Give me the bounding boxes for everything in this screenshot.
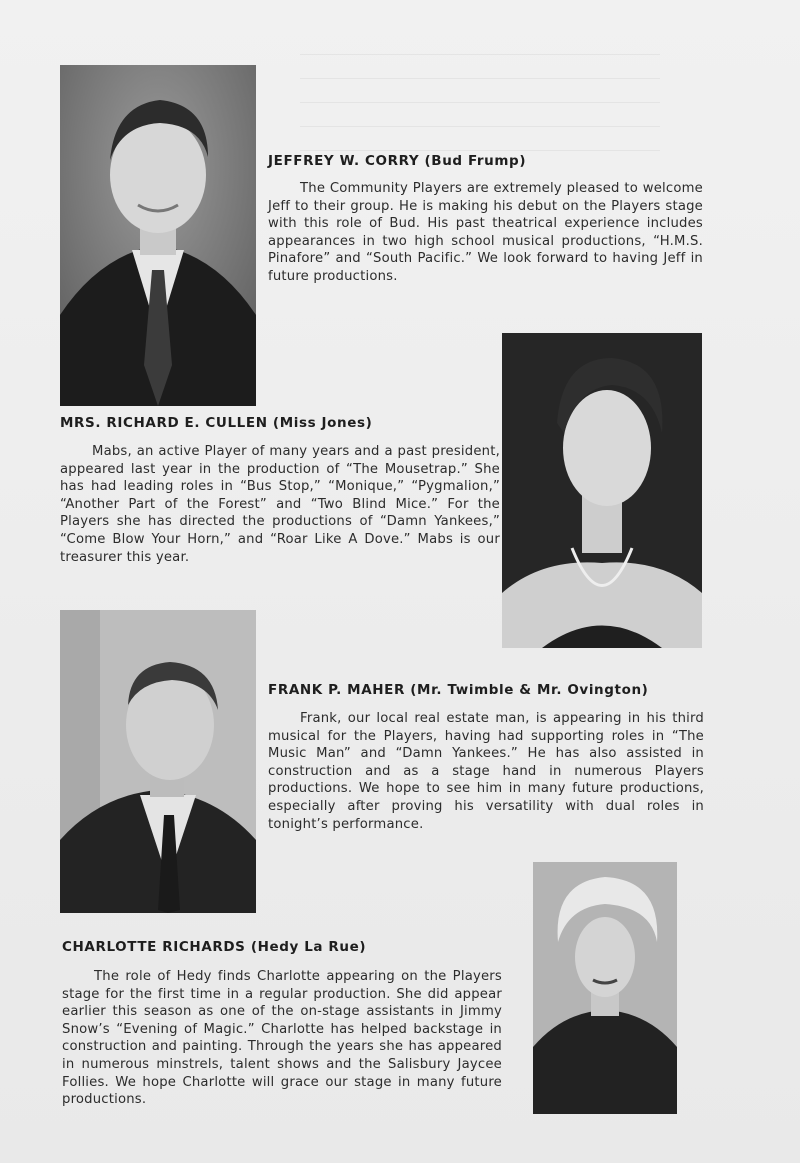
portrait-richard-cullen (502, 333, 702, 648)
bio-jeffrey-corry (268, 180, 703, 286)
cast-name-jeffrey-corry (268, 153, 526, 169)
bleed-through-text (300, 40, 660, 160)
cast-name-frank-maher (268, 682, 648, 698)
cast-role: (Mr. Twimble & Mr. Ovington) (410, 682, 649, 698)
bio-text: Mabs, an active Player of many years and a past president, appeared last year in the production of “The Mousetrap.” She has had leading roles in “Bus Stop,” “Monique,” “Pygmalion,” “Another Part of the Forest” and “Two Blind Mice.” For the Players she has directed the productions of “Damn Yankees,” “Come Blow Your Horn,” and “Roar Like A Dove.” Mabs is our treasurer this year. (60, 444, 500, 565)
cast-role: (Miss Jones) (272, 415, 373, 431)
bio-text: Frank, our local real estate man, is appearing in his third musical for the Players, having had supporting roles in “The Music Man” and “Damn Yankees.” He has also assisted in construction and as a stage hand in numerous Players productions. We hope to see him in many future productions, especially after proving his versatility with dual roles in tonight’s performance. (268, 711, 704, 832)
bio-text: The role of Hedy finds Charlotte appearing on the Players stage for the first time in a regular production. She did appear earlier this season as one of the on-stage assistants in Jimmy Snow’s “Evening of Magic.” Charlotte has helped backstage in construction and painting. Through the years she has appeared in numerous minstrels, talent shows and the Salisbury Jaycee Follies. We hope Charlotte will grace our stage in many future productions. (62, 969, 502, 1108)
cast-role: (Bud Frump) (424, 153, 527, 169)
portrait-frank-maher (60, 610, 256, 913)
cast-name: JEFFREY W. CORRY (268, 153, 420, 169)
portrait-charlotte-richards (533, 862, 677, 1114)
cast-role: (Hedy La Rue) (250, 939, 367, 955)
cast-name: FRANK P. MAHER (268, 682, 405, 698)
cast-name-richard-cullen (60, 415, 372, 431)
bio-richard-cullen (60, 443, 500, 566)
bio-frank-maher (268, 710, 704, 833)
cast-name: MRS. RICHARD E. CULLEN (60, 415, 268, 431)
cast-name: CHARLOTTE RICHARDS (62, 939, 246, 955)
bio-charlotte-richards (62, 968, 502, 1109)
bio-text: The Community Players are extremely pleased to welcome Jeff to their group. He is making his debut on the Players stage with this role of Bud. His past theatrical experience includes appearances in two high school musical productions, “H.M.S. Pinafore” and “South Pacific.” We look forward to having Jeff in future productions. (268, 181, 703, 284)
cast-name-charlotte-richards (62, 939, 366, 955)
portrait-jeffrey-corry (60, 65, 256, 406)
